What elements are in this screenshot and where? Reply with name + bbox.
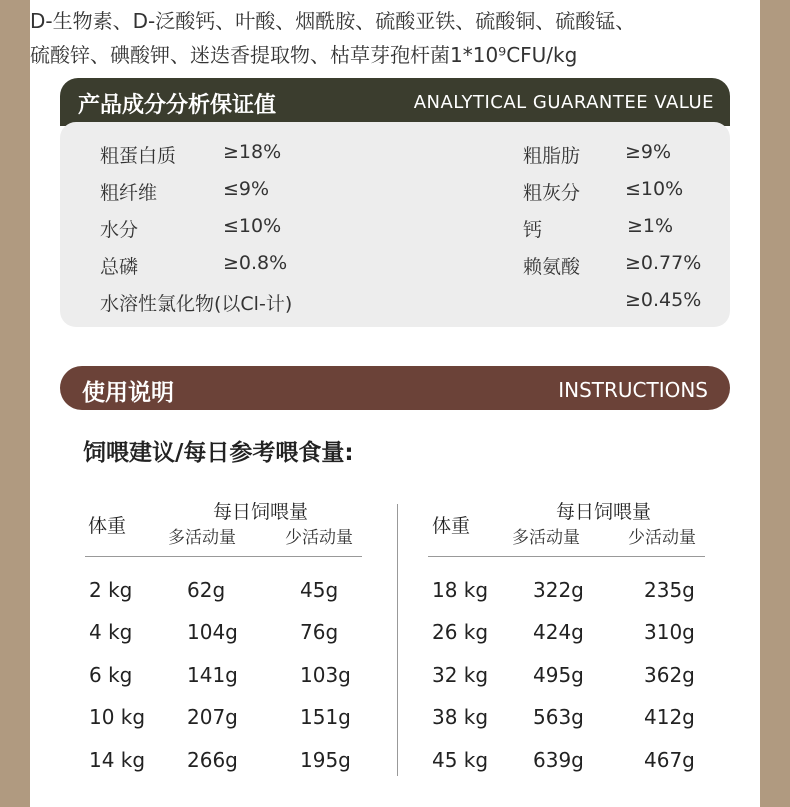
daily-amount-header: 每日饲喂量 [213, 501, 309, 523]
active-header: 多活动量 [168, 528, 236, 548]
analysis-title-zh: 产品成分分析保证值 [78, 93, 277, 118]
ingredients-line-2: 硫酸锌、碘酸钾、迷迭香提取物、枯草芽孢杆菌1*10⁹CFU/kg [30, 43, 578, 67]
active-amount-cell: 639g [533, 748, 584, 772]
active-amount-cell: 563g [533, 705, 584, 729]
active-amount-cell: 62g [187, 578, 226, 602]
ingredients-text [30, 4, 720, 72]
active-amount-cell: 207g [187, 705, 238, 729]
active-amount-cell: 322g [533, 578, 584, 602]
analysis-value: ≤9% [223, 178, 270, 200]
less-active-amount-cell: 195g [300, 748, 351, 772]
analysis-name: 粗纤维 [100, 182, 158, 204]
analysis-name: 粗脂肪 [523, 145, 581, 167]
analysis-value: ≥9% [625, 141, 672, 163]
analysis-value: ≥0.8% [223, 252, 288, 274]
analysis-value: ≥1% [627, 215, 674, 237]
weight-header: 体重 [88, 515, 127, 537]
active-amount-cell: 424g [533, 620, 584, 644]
analysis-name: 钙 [523, 219, 543, 241]
analysis-name: 赖氨酸 [523, 256, 581, 278]
column-divider [397, 504, 398, 776]
analysis-value: ≥0.77% [625, 252, 702, 274]
header-divider [428, 556, 705, 557]
feeding-title: 饲喂建议/每日参考喂食量: [83, 440, 354, 466]
analysis-value: ≥0.45% [625, 289, 702, 311]
analysis-value: ≥18% [223, 141, 282, 163]
less-active-header: 少活动量 [285, 528, 353, 548]
less-active-amount-cell: 103g [300, 663, 351, 687]
weight-cell: 10 kg [89, 705, 146, 729]
analysis-name: 粗灰分 [523, 182, 581, 204]
active-header: 多活动量 [512, 528, 580, 548]
ingredients-line-1: D-生物素、D-泛酸钙、叶酸、烟酰胺、硫酸亚铁、硫酸铜、硫酸锰、 [30, 9, 636, 33]
analysis-name: 粗蛋白质 [100, 145, 177, 167]
analysis-table [60, 122, 730, 327]
weight-cell: 26 kg [432, 620, 489, 644]
analysis-value: ≤10% [223, 215, 282, 237]
weight-cell: 6 kg [89, 663, 133, 687]
less-active-amount-cell: 412g [644, 705, 695, 729]
active-amount-cell: 266g [187, 748, 238, 772]
weight-cell: 18 kg [432, 578, 489, 602]
instructions-header [60, 366, 730, 410]
less-active-amount-cell: 362g [644, 663, 695, 687]
weight-cell: 45 kg [432, 748, 489, 772]
weight-cell: 32 kg [432, 663, 489, 687]
analysis-title-en: ANALYTICAL GUARANTEE VALUE [413, 92, 714, 113]
less-active-amount-cell: 45g [300, 578, 339, 602]
weight-cell: 38 kg [432, 705, 489, 729]
instructions-title-zh: 使用说明 [82, 380, 174, 406]
less-active-amount-cell: 310g [644, 620, 695, 644]
weight-cell: 2 kg [89, 578, 133, 602]
instructions-title-en: INSTRUCTIONS [558, 378, 708, 402]
weight-cell: 14 kg [89, 748, 146, 772]
daily-amount-header: 每日饲喂量 [556, 501, 652, 523]
analysis-header [60, 78, 730, 126]
less-active-amount-cell: 235g [644, 578, 695, 602]
analysis-name: 水分 [100, 219, 139, 241]
less-active-header: 少活动量 [628, 528, 696, 548]
active-amount-cell: 141g [187, 663, 238, 687]
analysis-name: 总磷 [100, 256, 139, 278]
analysis-name: 水溶性氯化物(以Cl-计) [100, 293, 293, 315]
active-amount-cell: 104g [187, 620, 238, 644]
active-amount-cell: 495g [533, 663, 584, 687]
analysis-value: ≤10% [625, 178, 684, 200]
less-active-amount-cell: 151g [300, 705, 351, 729]
less-active-amount-cell: 467g [644, 748, 695, 772]
weight-header: 体重 [432, 515, 471, 537]
weight-cell: 4 kg [89, 620, 133, 644]
less-active-amount-cell: 76g [300, 620, 339, 644]
header-divider [85, 556, 362, 557]
